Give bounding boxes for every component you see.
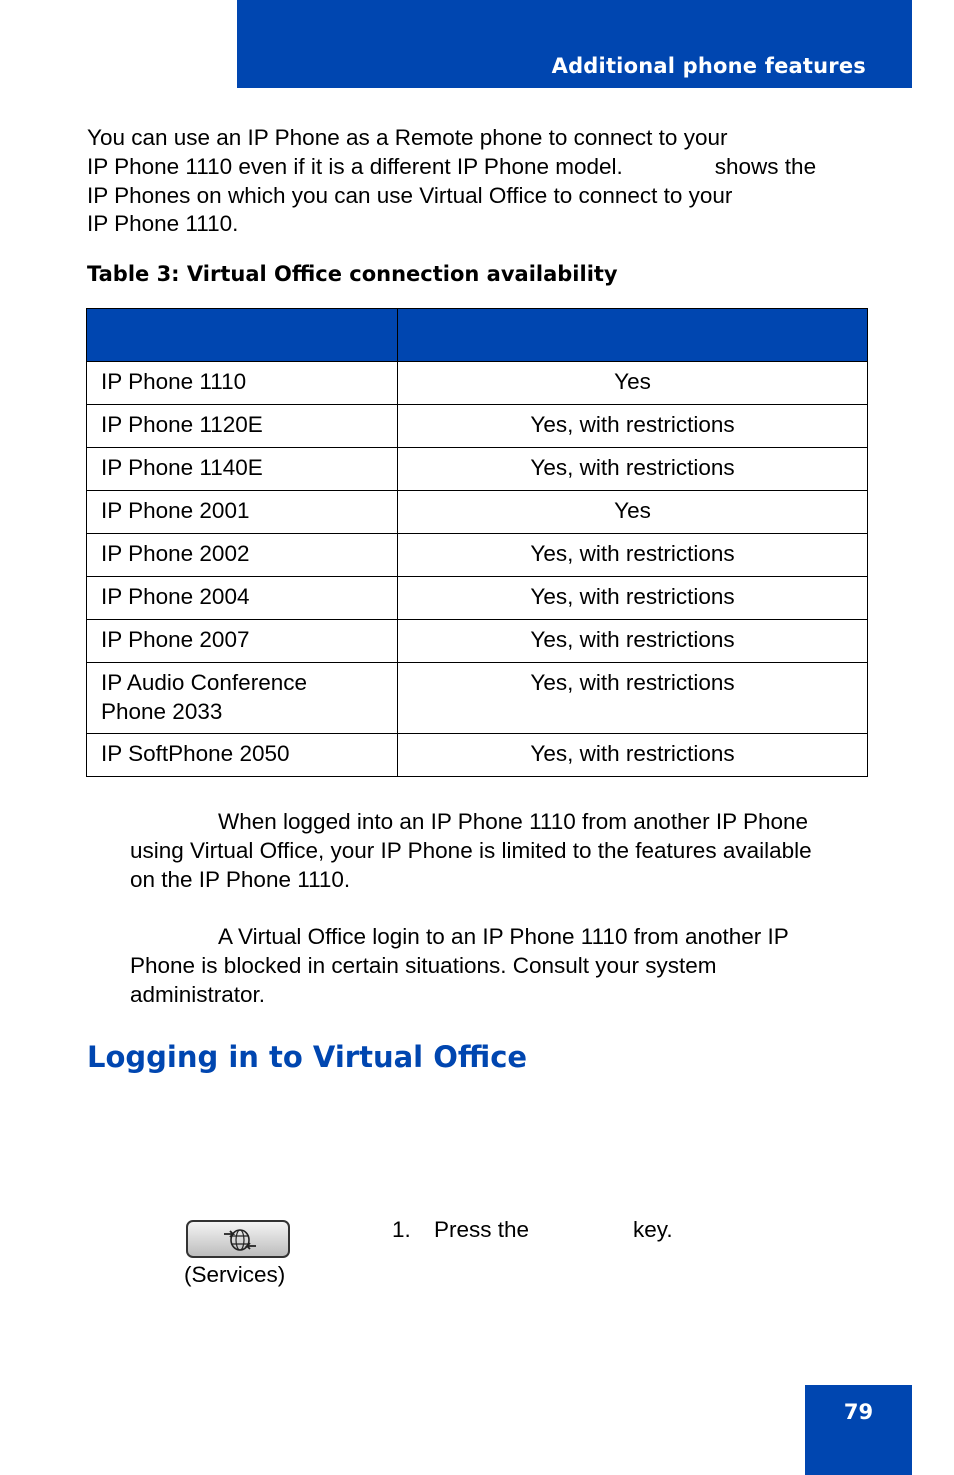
intro-line xyxy=(87,153,877,182)
header-title: Additional phone features xyxy=(551,54,866,78)
services-key-label: (Services) xyxy=(184,1262,286,1287)
availability-cell: Yes, with restrictions xyxy=(398,534,868,577)
availability-cell: Yes, with restrictions xyxy=(398,577,868,620)
note-login-blocked xyxy=(130,923,870,1009)
step-1 xyxy=(392,1217,673,1243)
note-line: Phone is blocked in certain situations. Consult your system xyxy=(130,952,717,978)
table-header-cell xyxy=(87,309,398,362)
table-row xyxy=(87,734,868,777)
phone-cell-line: Phone 2033 xyxy=(101,698,223,724)
availability-table xyxy=(86,308,868,777)
step-text: key. xyxy=(633,1217,673,1242)
section-heading: Logging in to Virtual Office xyxy=(87,1040,528,1074)
step-text: Press the xyxy=(434,1217,530,1242)
table-caption: Table 3: Virtual Office connection availability xyxy=(87,262,618,286)
availability-cell: Yes, with restrictions xyxy=(398,405,868,448)
availability-cell: Yes, with restrictions xyxy=(398,734,868,777)
services-key-icon xyxy=(186,1220,290,1258)
phone-cell: IP Phone 2004 xyxy=(87,577,398,620)
note-line: When logged into an IP Phone 1110 from another IP Phone xyxy=(218,809,809,834)
phone-cell: IP Phone 2001 xyxy=(87,491,398,534)
phone-cell xyxy=(87,663,398,734)
intro-line-part: shows the xyxy=(714,153,817,179)
table-row xyxy=(87,362,868,405)
availability-cell: Yes, with restrictions xyxy=(398,663,868,734)
note-line: A Virtual Office login to an IP Phone 1110 from another IP xyxy=(218,924,789,949)
phone-cell: IP Phone 2002 xyxy=(87,534,398,577)
availability-cell: Yes xyxy=(398,362,868,405)
note-feature-limit xyxy=(130,808,870,894)
phone-cell-line: IP Audio Conference xyxy=(101,670,307,695)
intro-line: You can use an IP Phone as a Remote phone to connect to your xyxy=(87,125,728,150)
note-line: on the IP Phone 1110. xyxy=(130,866,351,892)
phone-cell: IP Phone 1140E xyxy=(87,448,398,491)
table-row xyxy=(87,534,868,577)
availability-cell: Yes xyxy=(398,491,868,534)
phone-cell: IP Phone 2007 xyxy=(87,620,398,663)
note-line: administrator. xyxy=(130,981,266,1007)
table-row xyxy=(87,577,868,620)
note-line: using Virtual Office, your IP Phone is limited to the features available xyxy=(130,837,812,863)
intro-paragraph xyxy=(87,124,877,239)
intro-line-part: IP Phone 1110 even if it is a different IP Phone model. xyxy=(87,153,623,179)
header-bar xyxy=(237,0,912,88)
phone-cell: IP Phone 1120E xyxy=(87,405,398,448)
table-row xyxy=(87,663,868,734)
intro-line: IP Phone 1110. xyxy=(87,211,239,237)
table-row xyxy=(87,448,868,491)
table-header-row xyxy=(87,309,868,362)
table-header-cell xyxy=(398,309,868,362)
availability-cell: Yes, with restrictions xyxy=(398,448,868,491)
services-globe-icon xyxy=(222,1226,258,1254)
step-number: 1. xyxy=(392,1217,411,1242)
table-row xyxy=(87,620,868,663)
phone-cell: IP Phone 1110 xyxy=(87,362,398,405)
phone-cell: IP SoftPhone 2050 xyxy=(87,734,398,777)
intro-line: IP Phones on which you can use Virtual Office to connect to your xyxy=(87,182,733,208)
page-number-box xyxy=(805,1385,912,1475)
availability-cell: Yes, with restrictions xyxy=(398,620,868,663)
page-number: 79 xyxy=(843,1400,874,1424)
table-row xyxy=(87,491,868,534)
table-row xyxy=(87,405,868,448)
